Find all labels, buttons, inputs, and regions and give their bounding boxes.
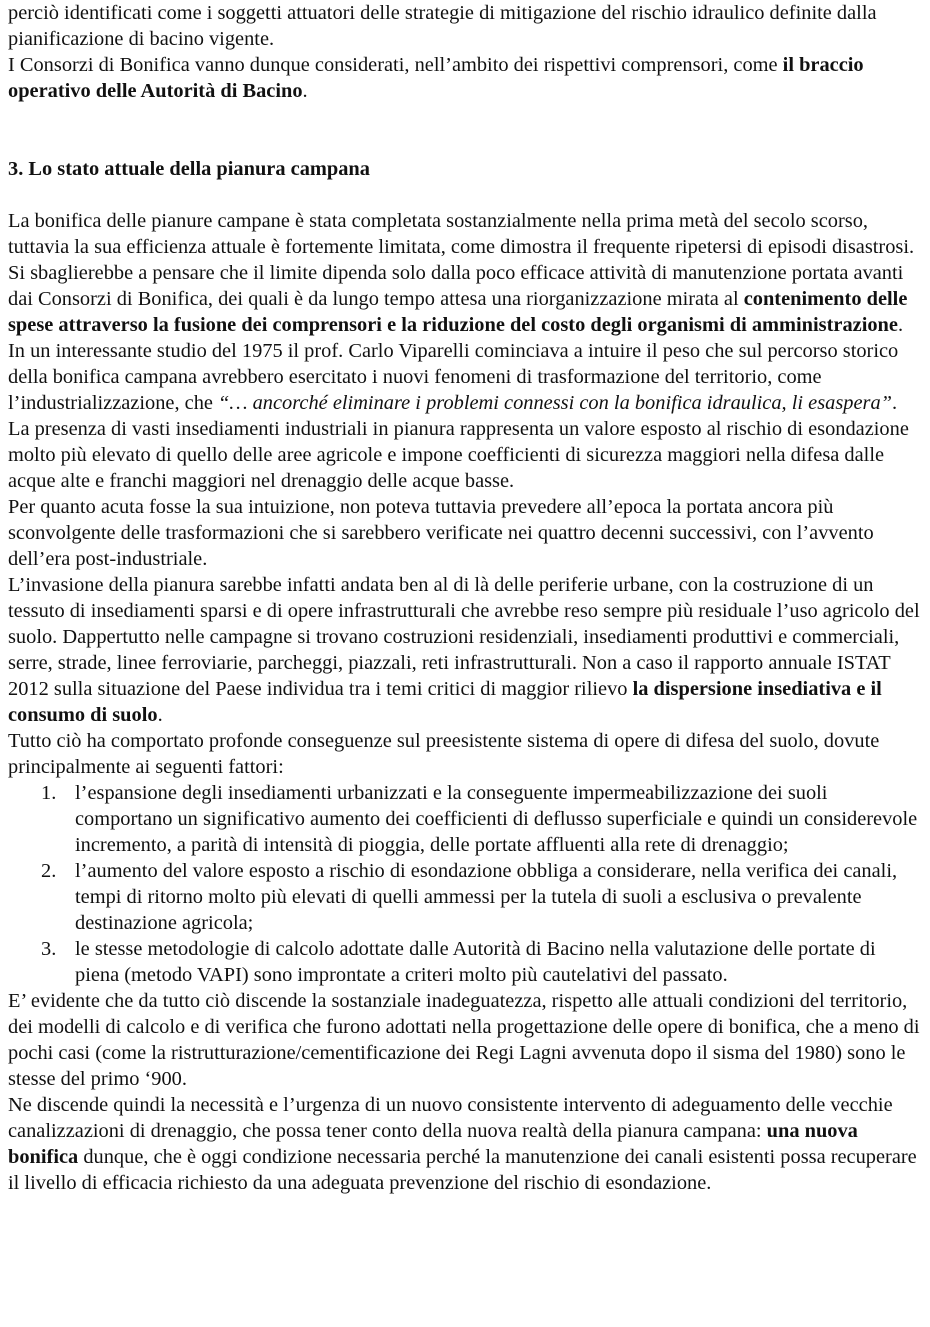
paragraph — [8, 338, 922, 416]
list-item-text: le stesse metodologie di calcolo adottate dalle Autorità di Bacino nella valutazione delle portate di piena (metodo VAPI) sono improntate a criteri molto più cautelativi del passato. — [75, 938, 876, 986]
text-run: . — [302, 80, 308, 102]
paragraph: E’ evidente che da tutto ciò discende la sostanziale inadeguatezza, rispetto alle attuali condizioni del territorio, dei modelli di calcolo e di verifica che furono adottati nella progettazione delle opere di bonifica, che a meno di pochi casi (come la ristrutturazione/cementificazione dei Regi Lagni avvenuta dopo il sisma del 1980) sono le stesse del primo ‘900. — [8, 990, 920, 1090]
text-run: I Consorzi di Bonifica vanno dunque considerati, nell’ambito dei rispettivi comprensori, come — [8, 54, 783, 76]
text-run: In un interessante studio del 1975 il prof. Carlo Viparelli cominciava a intuire il peso che sul percorso storico della bonifica campana avrebbero esercitato i nuovi fenomeni di trasformazione del territorio, come l’industrializzazione, che — [8, 340, 899, 414]
list-number: 3. — [41, 938, 57, 960]
text-run: dunque, che è oggi condizione necessaria perché la manutenzione dei canali esistenti possa recuperare il livello di efficacia richiesto da una adeguata prevenzione del rischio di esondazione. — [8, 1146, 917, 1194]
numbered-list — [8, 780, 922, 988]
paragraph: La bonifica delle pianure campane è stata completata sostanzialmente nella prima metà del secolo scorso, tuttavia la sua efficienza attuale è fortemente limitata, come dimostra il frequente ripetersi di episodi disastrosi. — [8, 210, 915, 258]
bold-text: contenimento delle spese attraverso la fusione dei comprensori e la riduzione del costo degli organismi di amministrazione — [8, 288, 908, 336]
paragraph: La presenza di vasti insediamenti industriali in pianura rappresenta un valore esposto al rischio di esondazione molto più elevato di quello delle aree agricole e impone coefficienti di sicurezza maggiori nella difesa dalle acque alte e franchi maggiori nel drenaggio delle acque basse. — [8, 418, 909, 492]
text-run: . — [897, 314, 904, 336]
text-run: Si sbaglierebbe a pensare che il limite dipenda solo dalla poco efficace attività di manutenzione portata avanti dai Consorzi di Bonifica, dei quali è da lungo tempo attesa una riorganizzazione mirata al — [8, 262, 904, 310]
spacer — [8, 182, 922, 208]
spacer — [8, 104, 922, 156]
list-number: 1. — [41, 782, 57, 804]
text-run: L’invasione della pianura sarebbe infatti andata ben al di là delle periferie urbane, con la costruzione di un tessuto di insediamenti sparsi e di opere infrastrutturali che avrebbe reso sempre più residuale l’uso agricolo del suolo. Dappertutto nelle campagne si trovano costruzioni residenziali, insediamenti produttivi e commerciali, serre, strade, linee ferroviarie, parcheggi, piazzali, reti infrastrutturali. Non a caso il rapporto annuale ISTAT 2012 sulla situazione del Paese individua tra i temi critici di maggior rilievo — [8, 574, 920, 700]
section-heading: 3. Lo stato attuale della pianura campana — [8, 158, 370, 180]
bold-text: una nuova bonifica — [8, 1120, 858, 1168]
list-number: 2. — [41, 860, 57, 882]
bold-text: il braccio operativo delle Autorità di Bacino — [8, 54, 864, 102]
text-run: . — [157, 704, 163, 726]
italic-quote: “… ancorché eliminare i problemi connessi con la bonifica idraulica, li esaspera” — [218, 392, 893, 414]
paragraph: Per quanto acuta fosse la sua intuizione, non poteva tuttavia prevedere all’epoca la portata ancora più sconvolgente delle trasformazioni che si sarebbero verificate nei quattro decenni successivi, con l’avvento dell’era post-industriale. — [8, 496, 874, 570]
list-item-text: l’aumento del valore esposto a rischio di esondazione obbliga a considerare, nella verifica dei canali, tempi di ritorno molto più elevati di quelli ammessi per la tutela di suoli a esclusiva o prevalente destinazione agricola; — [75, 860, 898, 934]
list-item-text: l’espansione degli insediamenti urbanizzati e la conseguente impermeabilizzazione dei suoli comportano un significativo aumento dei coefficienti di deflusso superficiale e quindi un considerevole incremento, a parità di intensità di pioggia, delle portate affluenti alla rete di drenaggio; — [75, 782, 918, 856]
list-item — [8, 858, 922, 936]
text-run: . — [892, 392, 898, 414]
list-item — [8, 936, 922, 988]
paragraph — [8, 572, 922, 728]
paragraph — [8, 260, 922, 338]
paragraph — [8, 52, 922, 104]
bold-text: la dispersione insediativa e il consumo di suolo — [8, 678, 882, 726]
list-item — [8, 780, 922, 858]
text-run: Ne discende quindi la necessità e l’urgenza di un nuovo consistente intervento di adeguamento delle vecchie canalizzazioni di drenaggio, che possa tener conto della nuova realtà della pianura campana: — [8, 1094, 893, 1142]
paragraph: perciò identificati come i soggetti attuatori delle strategie di mitigazione del rischio idraulico definite dalla pianificazione di bacino vigente. — [8, 2, 877, 50]
paragraph — [8, 1092, 922, 1196]
paragraph: Tutto ciò ha comportato profonde conseguenze sul preesistente sistema di opere di difesa del suolo, dovute principalmente ai seguenti fattori: — [8, 730, 880, 778]
